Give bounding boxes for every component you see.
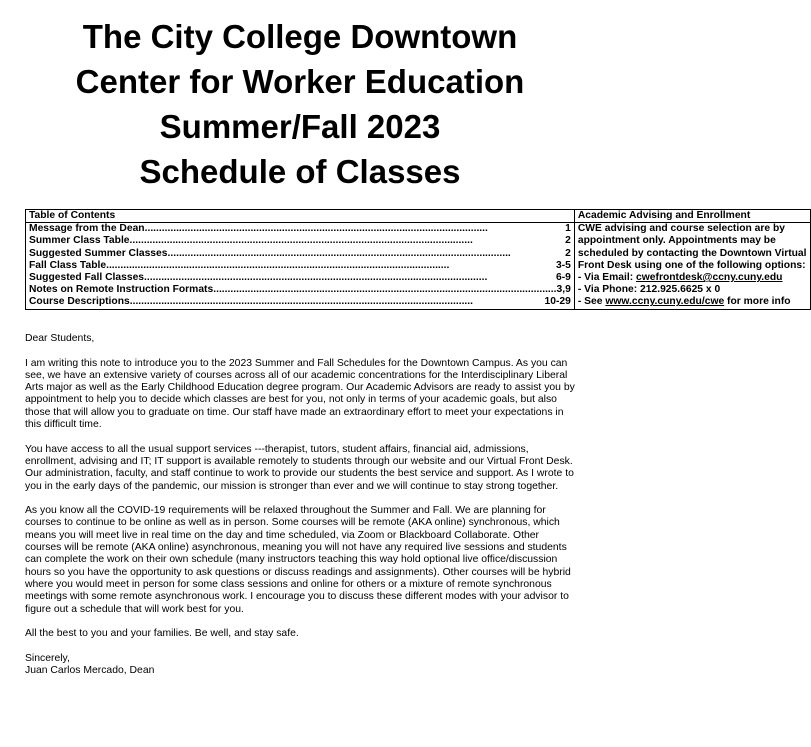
toc-header-cell xyxy=(26,210,575,223)
toc-item-page: 2 xyxy=(565,247,571,259)
title-line-4: Schedule of Classes xyxy=(139,153,461,190)
toc-item xyxy=(29,260,571,272)
letter-greeting: Dear Students, xyxy=(25,333,95,344)
letter-paragraph: You have access to all the usual support services ---therapist, tutors, student affairs, financial aid, admissions, enrollment, advising and IT; IT support is available remotely to students through our website and our Virtual Front Desk. Our administration, faculty, and staff continue to work to provide our students the best service and support. As I wrote to you in the early days of the pandemic, our mission is stronger than ever and we will continue to stay strong together. xyxy=(25,443,574,492)
toc-item-page: 6-9 xyxy=(555,272,571,284)
advising-email-line xyxy=(578,272,807,284)
document-title xyxy=(0,14,600,194)
advising-header: Academic Advising and Enrollment xyxy=(577,210,751,221)
title-line-1: The City College Downtown xyxy=(82,18,518,55)
email-prefix: - Via Email: xyxy=(577,272,637,284)
letter-paragraph: I am writing this note to introduce you to the 2023 Summer and Fall Schedules for the Downtown Campus. As you can see, we have an extensive variety of courses across all of our academic concentrations for the Interdisciplinary Liberal Arts major as well as the Early Childhood Education degree program. Our Academic Advisors are ready to assist you by appointment to help you to decide which classes are best for you, not only in terms of your academic goals, but also those that will allow you to graduate on time. Our staff have made an extraordinary effort to meet your expectations in this difficult time. xyxy=(25,357,575,431)
email-link[interactable]: cwefrontdesk@ccny.cuny.edu xyxy=(636,272,783,284)
toc-item xyxy=(29,248,571,260)
toc-item-page: 10-29 xyxy=(544,296,571,308)
toc-item-label: Message from the Dean xyxy=(29,223,145,235)
advising-phone-line: - Via Phone: 212.925.6625 x 0 xyxy=(577,284,721,296)
toc-item xyxy=(29,272,571,284)
toc-item xyxy=(29,284,571,296)
title-line-3: Summer/Fall 2023 xyxy=(159,108,441,145)
website-prefix: - See xyxy=(577,296,606,308)
advising-info-cell xyxy=(574,223,810,309)
toc-item-label: Notes on Remote Instruction Formats xyxy=(29,284,214,296)
toc-item xyxy=(29,235,571,247)
advising-line: CWE advising and course selection are by xyxy=(577,223,786,235)
website-suffix: for more info xyxy=(724,296,791,308)
toc-item-label: Summer Class Table xyxy=(29,235,130,247)
toc-header: Table of Contents xyxy=(29,210,116,221)
letter-paragraph: As you know all the COVID-19 requirements will be relaxed throughout the Summer and Fall. We are planning for courses to continue to be online as well as in person. Some courses will be remote (AKA online) synchronous, which means you will meet live in real time on the day and time scheduled, via Zoom or Blackboard Collaborate. Other courses will be remote (AKA online) asynchronous, meaning you will not have any required live sessions and students can complete the work on their own schedule (many instructors teaching this way hold optional live office/discussion hours so you have the opportunity to ask questions or discuss readings and assignments). Other courses will be hybrid where you would meet in person for some class sessions and online for others or a mixture of remote synchronous meetings with some remote asynchronous work. I encourage you to discuss these different modes with your advisor to figure out a schedule that will work best for you. xyxy=(25,505,571,615)
toc-item-label: Suggested Fall Classes xyxy=(29,272,145,284)
advising-line: Front Desk using one of the following options: xyxy=(577,259,806,271)
letter-paragraph: All the best to you and your families. Be well, and stay safe. xyxy=(25,628,299,640)
toc-item xyxy=(29,223,571,235)
advising-line: appointment only. Appointments may be xyxy=(577,235,776,247)
toc-item-page: 1 xyxy=(565,223,571,235)
website-link[interactable]: www.ccny.cuny.edu/cwe xyxy=(605,296,725,308)
letter-signature: Juan Carlos Mercado, Dean xyxy=(25,665,155,677)
advising-header-cell xyxy=(574,210,810,223)
toc-item-label: Fall Class Table xyxy=(29,259,107,271)
letter-closing: Sincerely, xyxy=(25,652,70,664)
toc-item-label: Suggested Summer Classes xyxy=(29,247,168,259)
toc-item-page: 3,9 xyxy=(556,284,571,296)
contents-table xyxy=(25,209,811,310)
letter-signature-block xyxy=(25,653,577,678)
advising-line: scheduled by contacting the Downtown Virtual xyxy=(577,247,807,259)
title-line-2: Center for Worker Education xyxy=(75,63,525,100)
toc-item-page: 2 xyxy=(565,235,571,247)
advising-website-line xyxy=(578,296,807,308)
toc-item xyxy=(29,296,571,308)
toc-item-label: Course Descriptions xyxy=(29,296,130,308)
dean-letter xyxy=(25,333,577,677)
toc-list-cell xyxy=(26,223,575,309)
toc-item-page: 3-5 xyxy=(555,259,571,271)
